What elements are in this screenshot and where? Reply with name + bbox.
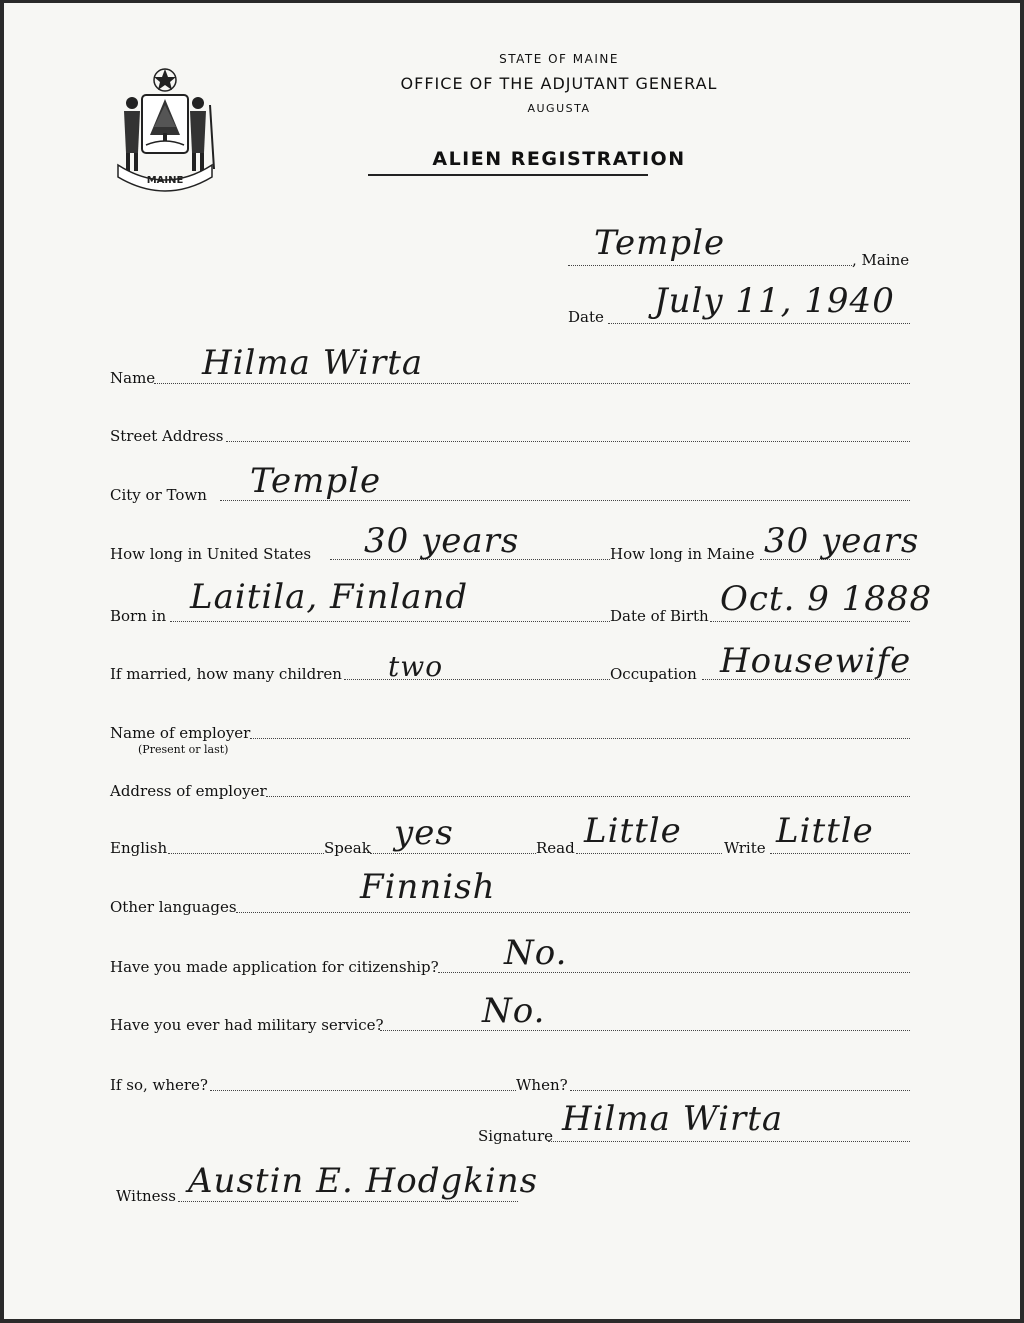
military-entry: No. <box>482 991 546 1031</box>
employer-sublabel: (Present or last) <box>138 743 229 756</box>
military-label: Have you ever had military service? <box>110 1016 384 1034</box>
city-entry: Temple <box>250 461 382 501</box>
name-line <box>154 383 910 384</box>
when-label: When? <box>516 1076 568 1094</box>
english-label: English <box>110 839 168 857</box>
town-entry: Temple <box>594 223 726 263</box>
read-line <box>576 853 722 854</box>
where-line <box>210 1090 516 1091</box>
employer-address-label: Address of employer <box>110 782 267 800</box>
street-line <box>226 441 910 442</box>
town-suffix-label: , Maine <box>852 251 910 269</box>
employer-label: Name of employer <box>110 724 251 742</box>
office-heading: OFFICE OF THE ADJUTANT GENERAL <box>400 74 718 93</box>
signature-label: Signature <box>478 1127 554 1145</box>
form-title: ALIEN REGISTRATION <box>432 148 686 170</box>
born-in-line <box>170 621 610 622</box>
children-entry: two <box>388 650 444 683</box>
years-maine-label: How long in Maine <box>610 545 755 563</box>
years-us-entry: 30 years <box>364 521 520 561</box>
street-label: Street Address <box>110 427 224 445</box>
speak-label: Speak <box>324 839 371 857</box>
born-in-label: Born in <box>110 607 167 625</box>
citizenship-entry: No. <box>504 933 568 973</box>
city-heading: AUGUSTA <box>527 102 591 115</box>
dob-entry: Oct. 9 1888 <box>720 579 933 619</box>
registration-form-page <box>4 3 1020 1319</box>
date-label: Date <box>568 308 604 326</box>
occupation-label: Occupation <box>610 665 697 683</box>
town-line <box>568 265 852 266</box>
write-line <box>770 853 910 854</box>
name-label: Name <box>110 369 156 387</box>
dob-label: Date of Birth <box>610 607 709 625</box>
witness-entry: Austin E. Hodgkins <box>188 1161 539 1201</box>
occupation-entry: Housewife <box>720 641 912 681</box>
state-heading: STATE OF MAINE <box>499 52 619 66</box>
years-us-label: How long in United States <box>110 545 312 563</box>
witness-line <box>178 1201 518 1202</box>
children-line <box>344 679 610 680</box>
years-maine-entry: 30 years <box>764 521 920 561</box>
speak-entry: yes <box>394 813 454 853</box>
city-label: City or Town <box>110 486 207 504</box>
where-label: If so, where? <box>110 1076 208 1094</box>
born-in-entry: Laitila, Finland <box>190 577 469 617</box>
signature-entry: Hilma Wirta <box>562 1099 784 1139</box>
signature-line <box>548 1141 910 1142</box>
citizenship-label: Have you made application for citizenship? <box>110 958 439 976</box>
military-line <box>380 1030 910 1031</box>
other-languages-line <box>236 912 910 913</box>
children-label: If married, how many children <box>110 665 342 683</box>
english-line <box>168 853 324 854</box>
seal-text: MAINE <box>146 175 184 186</box>
write-entry: Little <box>776 811 874 851</box>
read-label: Read <box>536 839 575 857</box>
read-entry: Little <box>584 811 682 851</box>
employer-line <box>250 738 910 739</box>
dob-line <box>710 621 910 622</box>
other-languages-label: Other languages <box>110 898 237 916</box>
other-languages-entry: Finnish <box>360 867 496 907</box>
speak-line <box>370 853 536 854</box>
write-label: Write <box>724 839 766 857</box>
name-entry: Hilma Wirta <box>202 343 424 383</box>
when-line <box>570 1090 910 1091</box>
witness-label: Witness <box>116 1187 176 1205</box>
employer-address-line <box>266 796 910 797</box>
title-underline <box>368 174 648 176</box>
date-line <box>608 323 910 324</box>
date-entry: July 11, 1940 <box>654 281 895 321</box>
